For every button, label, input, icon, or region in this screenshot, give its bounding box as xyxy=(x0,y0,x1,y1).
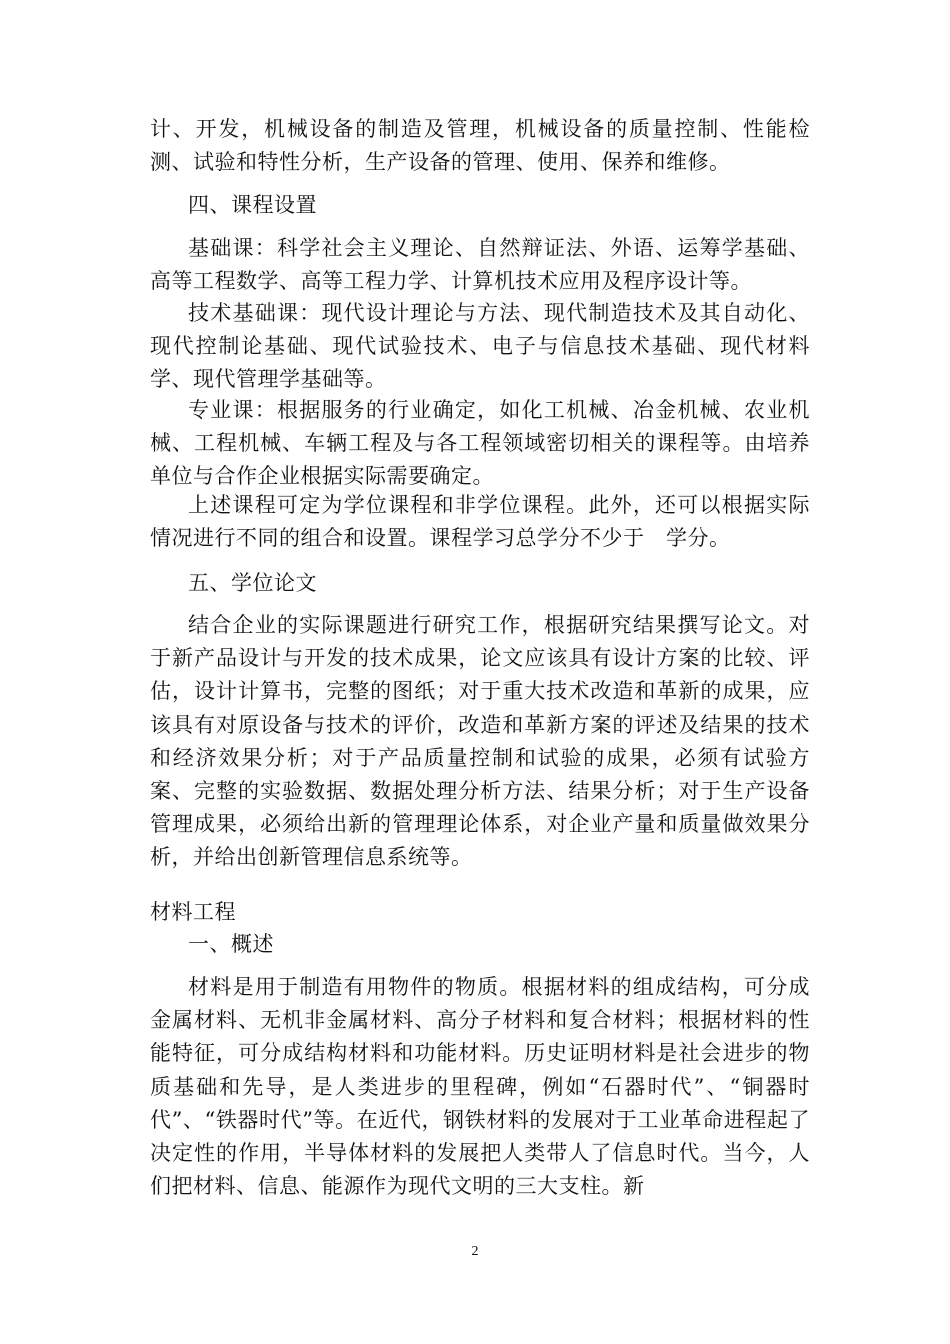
discipline-heading-materials-engineering: 材料工程 xyxy=(150,900,236,924)
paragraph-materials-overview: 材料是用于制造有用物件的物质。根据材料的组成结构，可分成金属材料、无机非金属材料、高分子材料和复合材料；根据材料的性能特征，可分成结构材料和功能材料。历史证明材料是社会进步的物质基础和先导，是人类进步的里程碑，例如“石器时代”、“铜器时代”、“铁器时代”等。在近代，钢铁材料的发展对于工业革命进程起了决定性的作用，半导体材料的发展把人类带人了信息时代。当今，人们把材料、信息、能源作为现代文明的三大支柱。新 xyxy=(150,975,810,1199)
paragraph-technical-basic-courses: 技术基础课：现代设计理论与方法、现代制造技术及其自动化、现代控制论基础、现代试验技术、电子与信息技术基础、现代材料学、现代管理学基础等。 xyxy=(150,301,810,392)
section-heading-course-setup: 四、课程设置 xyxy=(188,193,317,217)
page-number: 2 xyxy=(471,1244,479,1259)
paragraph-course-credits: 上述课程可定为学位课程和非学位课程。此外，还可以根据实际情况进行不同的组合和设置。课程学习总学分不少于 学分。 xyxy=(150,493,810,551)
paragraph-specialized-courses: 专业课：根据服务的行业确定，如化工机械、冶金机械、农业机械、工程机械、车辆工程及与各工程领域密切相关的课程等。由培养单位与合作企业根据实际需要确定。 xyxy=(150,398,810,489)
section-heading-overview: 一、概述 xyxy=(188,932,274,956)
paragraph-basic-courses: 基础课：科学社会主义理论、自然辩证法、外语、运筹学基础、高等工程数学、高等工程力学、计算机技术应用及程序设计等。 xyxy=(150,236,810,294)
paragraph-continued-text: 计、开发，机械设备的制造及管理，机械设备的质量控制、性能检测、试验和特性分析，生产设备的管理、使用、保养和维修。 xyxy=(150,117,810,175)
section-heading-thesis: 五、学位论文 xyxy=(188,571,317,595)
paragraph-thesis-requirements: 结合企业的实际课题进行研究工作，根据研究结果撰写论文。对于新产品设计与开发的技术成果，论文应该具有设计方案的比较、评估，设计计算书，完整的图纸；对于重大技术改造和革新的成果，应该具有对原设备与技术的评价，改造和革新方案的评述及结果的技术和经济效果分析；对于产品质量控制和试验的成果，必须有试验方案、完整的实验数据、数据处理分析方法、结果分析；对于生产设备管理成果，必须给出新的管理理论体系，对企业产量和质量做效果分析，并给出创新管理信息系统等。 xyxy=(150,613,810,870)
